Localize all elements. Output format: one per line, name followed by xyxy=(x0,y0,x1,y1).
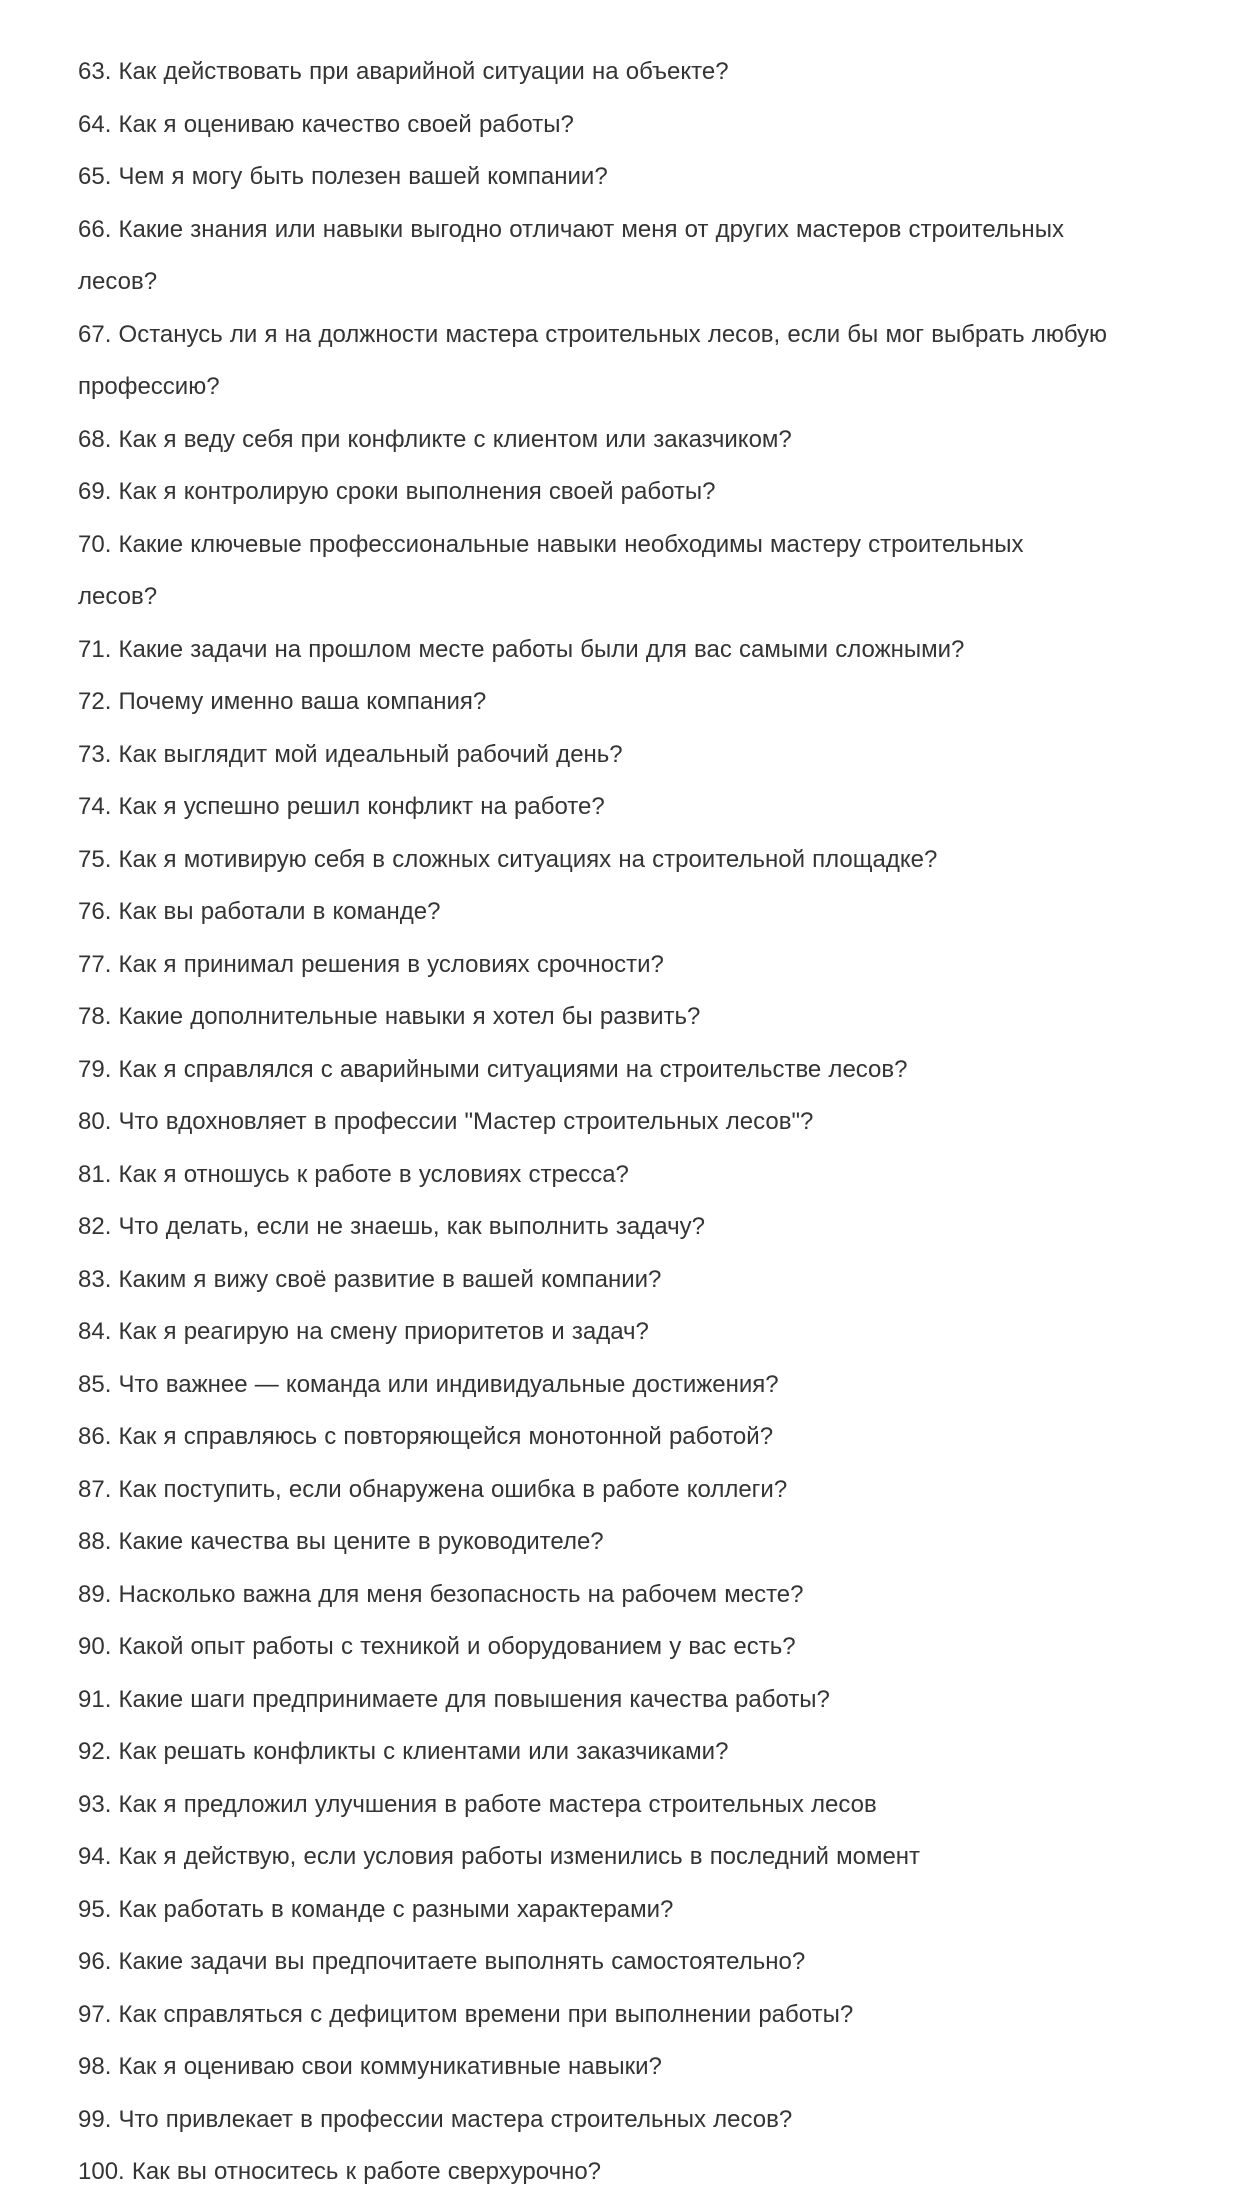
list-item: 90. Какой опыт работы с техникой и оборудованием у вас есть? xyxy=(78,1633,796,1660)
list-item: 93. Как я предложил улучшения в работе мастера строительных лесов xyxy=(78,1790,877,1818)
list-item: 89. Насколько важна для меня безопасность на рабочем месте? xyxy=(78,1580,804,1608)
list-item: 67. Останусь ли я на должности мастера строительных лесов, если бы мог выбрать любую профессию? xyxy=(78,320,1108,400)
list-item: 95. Как работать в команде с разными характерами? xyxy=(78,1895,674,1923)
list-item: 72. Почему именно ваша компания? xyxy=(78,688,487,715)
list-item: 68. Как я веду себя при конфликте с клиентом или заказчиком? xyxy=(78,425,792,453)
list-item: 66. Какие знания или навыки выгодно отличают меня от других мастеров строительных лесов? xyxy=(78,215,1064,295)
list-item: 80. Что вдохновляет в профессии "Мастер строительных лесов"? xyxy=(78,1108,814,1135)
list-item: 75. Как я мотивирую себя в сложных ситуациях на строительной площадке? xyxy=(78,845,938,873)
list-item: 76. Как вы работали в команде? xyxy=(78,898,441,925)
list-item: 81. Как я отношусь к работе в условиях стресса? xyxy=(78,1160,629,1188)
list-item: 100. Как вы относитесь к работе сверхурочно? xyxy=(78,2158,602,2185)
list-item: 71. Какие задачи на прошлом месте работы были для вас самыми сложными? xyxy=(78,635,965,663)
list-item: 84. Как я реагирую на смену приоритетов и задач? xyxy=(78,1318,649,1345)
list-item: 97. Как справляться с дефицитом времени при выполнении работы? xyxy=(78,2000,854,2028)
list-item: 83. Каким я вижу своё развитие в вашей компании? xyxy=(78,1265,662,1293)
list-item: 88. Какие качества вы цените в руководителе? xyxy=(78,1528,604,1555)
list-item: 65. Чем я могу быть полезен вашей компании? xyxy=(78,163,608,190)
list-item: 86. Как я справляюсь с повторяющейся монотонной работой? xyxy=(78,1423,774,1450)
list-item: 91. Какие шаги предпринимаете для повышения качества работы? xyxy=(78,1685,830,1713)
list-item: 94. Как я действую, если условия работы изменились в последний момент xyxy=(78,1843,921,1870)
list-item: 85. Что важнее — команда или индивидуальные достижения? xyxy=(78,1370,779,1398)
list-item: 64. Как я оцениваю качество своей работы? xyxy=(78,110,574,138)
list-item: 99. Что привлекает в профессии мастера строительных лесов? xyxy=(78,2105,793,2133)
list-item: 87. Как поступить, если обнаружена ошибка в работе коллеги? xyxy=(78,1475,788,1503)
list-item: 96. Какие задачи вы предпочитаете выполнять самостоятельно? xyxy=(78,1948,806,1975)
list-item: 74. Как я успешно решил конфликт на работе? xyxy=(78,793,605,820)
list-item: 63. Как действовать при аварийной ситуации на объекте? xyxy=(78,58,729,85)
list-item: 78. Какие дополнительные навыки я хотел бы развить? xyxy=(78,1003,701,1030)
list-item: 77. Как я принимал решения в условиях срочности? xyxy=(78,950,664,978)
list-item: 92. Как решать конфликты с клиентами или заказчиками? xyxy=(78,1738,729,1765)
list-item: 82. Что делать, если не знаешь, как выполнить задачу? xyxy=(78,1213,705,1240)
list-item: 69. Как я контролирую сроки выполнения своей работы? xyxy=(78,478,716,505)
list-item: 73. Как выглядит мой идеальный рабочий день? xyxy=(78,740,623,768)
list-item: 98. Как я оцениваю свои коммуникативные навыки? xyxy=(78,2053,662,2080)
list-item: 70. Какие ключевые профессиональные навыки необходимы мастеру строительных лесов? xyxy=(78,530,1024,610)
list-item: 79. Как я справлялся с аварийными ситуациями на строительстве лесов? xyxy=(78,1055,908,1083)
